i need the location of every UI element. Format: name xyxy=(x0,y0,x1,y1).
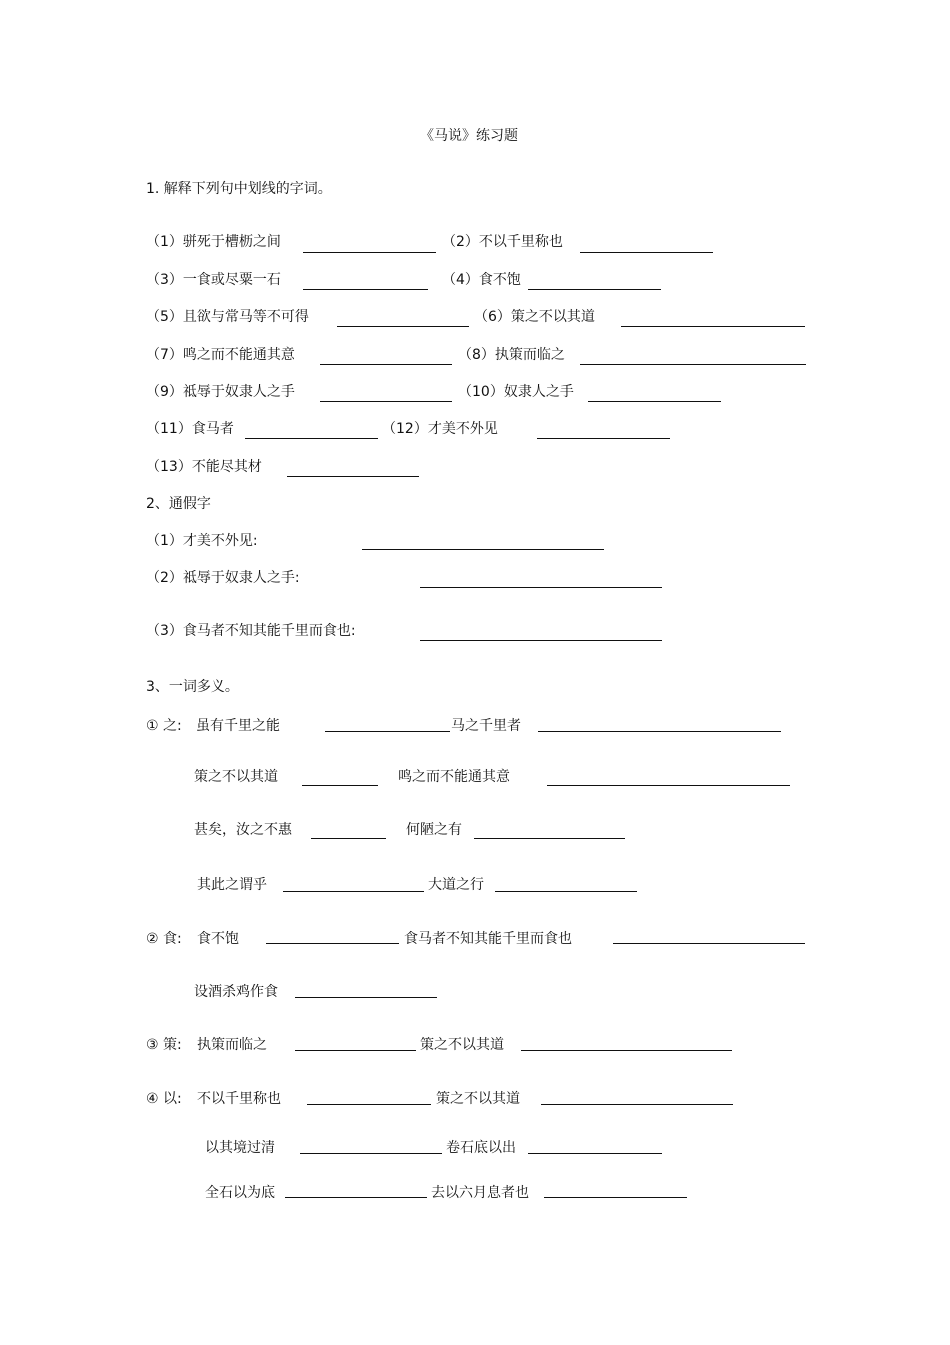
g1-item-7: 其此之谓乎 xyxy=(197,877,267,893)
g4-item-2: 策之不以其道 xyxy=(436,1091,520,1107)
s1-answer-8[interactable] xyxy=(580,364,806,365)
g1-item-8: 大道之行 xyxy=(428,877,484,893)
g2-answer-3[interactable] xyxy=(295,997,437,998)
section-1-heading: 1. 解释下列句中划线的字词。 xyxy=(146,181,332,197)
g1-item-5: 甚矣，汝之不惠 xyxy=(194,822,292,838)
section-3-heading: 3、一词多义。 xyxy=(146,679,239,695)
g2-label: ② 食: xyxy=(146,931,182,947)
s2-item-1: （1）才美不外见: xyxy=(146,533,258,549)
s1-item-1: （1）骈死于槽枥之间 xyxy=(146,234,281,250)
s1-answer-12[interactable] xyxy=(537,438,670,439)
g1-answer-5[interactable] xyxy=(311,838,386,839)
s1-item-3: （3）一食或尽粟一石 xyxy=(146,272,281,288)
g4-item-5: 全石以为底 xyxy=(205,1185,275,1201)
g3-answer-2[interactable] xyxy=(521,1050,732,1051)
g4-item-4: 卷石底以出 xyxy=(446,1140,516,1156)
s1-item-8: （8）执策而临之 xyxy=(458,347,565,363)
g3-item-2: 策之不以其道 xyxy=(420,1037,504,1053)
g1-answer-6[interactable] xyxy=(474,838,625,839)
g1-answer-2[interactable] xyxy=(538,731,781,732)
g4-answer-3[interactable] xyxy=(300,1153,442,1154)
s1-answer-2[interactable] xyxy=(580,252,713,253)
s1-item-11: （11）食马者 xyxy=(146,421,234,437)
g1-item-4: 鸣之而不能通其意 xyxy=(398,769,510,785)
s1-answer-10[interactable] xyxy=(588,401,721,402)
g4-item-6: 去以六月息者也 xyxy=(431,1185,529,1201)
s1-answer-3[interactable] xyxy=(303,289,428,290)
g1-answer-8[interactable] xyxy=(495,891,637,892)
g4-answer-6[interactable] xyxy=(544,1197,687,1198)
g2-item-3: 设酒杀鸡作食 xyxy=(194,984,278,1000)
g1-answer-1[interactable] xyxy=(325,731,450,732)
s1-item-9: （9）祗辱于奴隶人之手 xyxy=(146,384,295,400)
s1-item-13: （13）不能尽其材 xyxy=(146,459,262,475)
s1-item-4: （4）食不饱 xyxy=(442,272,521,288)
s2-item-3: （3）食马者不知其能千里而食也: xyxy=(146,623,356,639)
s1-answer-13[interactable] xyxy=(287,476,419,477)
g2-answer-2[interactable] xyxy=(613,943,805,944)
s1-item-10: （10）奴隶人之手 xyxy=(458,384,574,400)
g2-item-2: 食马者不知其能千里而食也 xyxy=(404,931,572,947)
g3-item-1: 执策而临之 xyxy=(197,1037,267,1053)
page-title: 《马说》练习题 xyxy=(420,128,518,144)
g4-answer-1[interactable] xyxy=(307,1104,431,1105)
g1-label: ① 之: xyxy=(146,718,182,734)
g2-item-1: 食不饱 xyxy=(197,931,239,947)
s1-answer-4[interactable] xyxy=(528,289,661,290)
g1-item-3: 策之不以其道 xyxy=(194,769,278,785)
section-2-heading: 2、通假字 xyxy=(146,496,211,512)
s2-answer-2[interactable] xyxy=(420,587,662,588)
g1-item-6: 何陋之有 xyxy=(406,822,462,838)
g4-answer-4[interactable] xyxy=(528,1153,662,1154)
s1-item-12: （12）才美不外见 xyxy=(382,421,498,437)
s1-item-7: （7）鸣之而不能通其意 xyxy=(146,347,295,363)
g1-answer-4[interactable] xyxy=(547,785,790,786)
g3-answer-1[interactable] xyxy=(295,1050,416,1051)
g4-label: ④ 以: xyxy=(146,1091,182,1107)
s1-item-2: （2）不以千里称也 xyxy=(442,234,563,250)
s1-answer-5[interactable] xyxy=(337,326,469,327)
s2-answer-1[interactable] xyxy=(362,549,604,550)
g1-item-2: 马之千里者 xyxy=(451,718,521,734)
g2-answer-1[interactable] xyxy=(266,943,399,944)
s2-answer-3[interactable] xyxy=(420,640,662,641)
s1-answer-7[interactable] xyxy=(320,364,452,365)
s1-item-6: （6）策之不以其道 xyxy=(474,309,595,325)
g4-item-1: 不以千里称也 xyxy=(197,1091,281,1107)
g1-item-1: 虽有千里之能 xyxy=(196,718,280,734)
s1-answer-6[interactable] xyxy=(621,326,805,327)
s1-answer-1[interactable] xyxy=(303,252,436,253)
g1-answer-3[interactable] xyxy=(302,785,378,786)
s1-answer-9[interactable] xyxy=(320,401,452,402)
s2-item-2: （2）祗辱于奴隶人之手: xyxy=(146,570,300,586)
g3-label: ③ 策: xyxy=(146,1037,182,1053)
g4-item-3: 以其境过清 xyxy=(205,1140,275,1156)
g4-answer-5[interactable] xyxy=(285,1197,427,1198)
s1-item-5: （5）且欲与常马等不可得 xyxy=(146,309,309,325)
g4-answer-2[interactable] xyxy=(541,1104,733,1105)
g1-answer-7[interactable] xyxy=(283,891,424,892)
s1-answer-11[interactable] xyxy=(245,438,378,439)
